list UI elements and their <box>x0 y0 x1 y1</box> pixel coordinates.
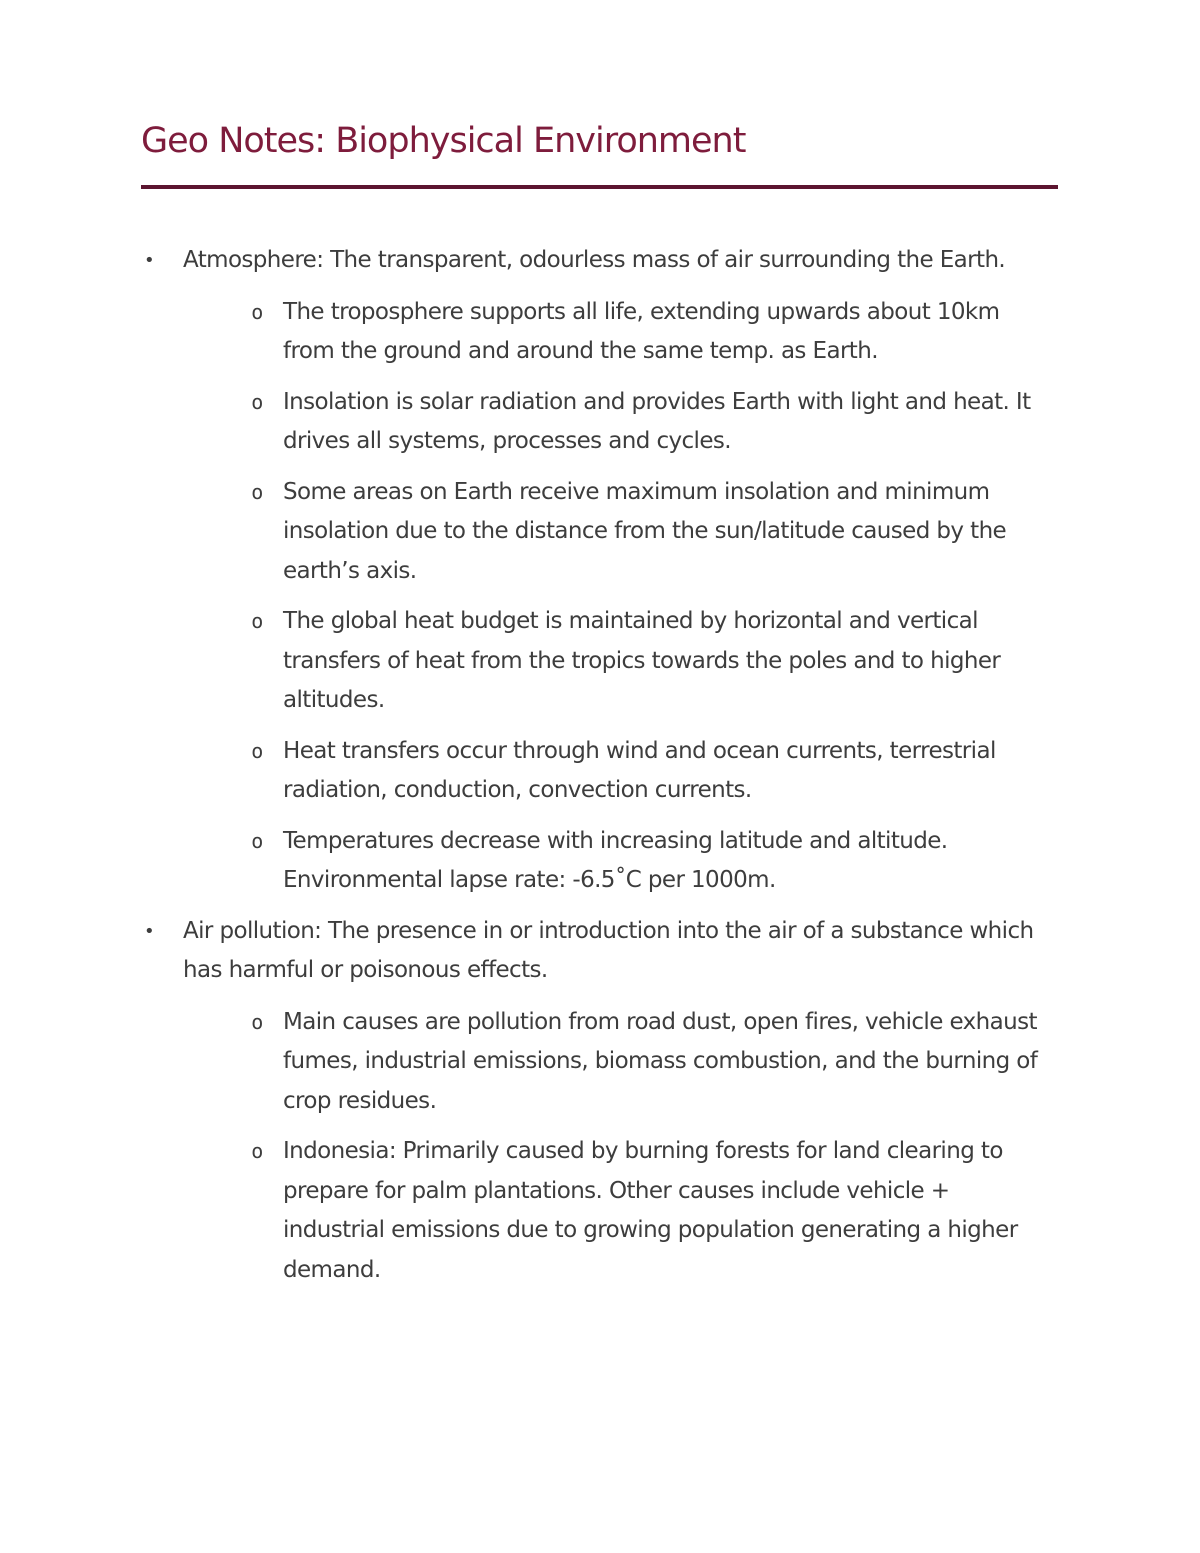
bullet-circle-icon: o <box>251 299 263 324</box>
sub-list-item-text: Temperatures decrease with increasing latitude and altitude. Environmental lapse rate: -6.5˚C per 1000m. <box>283 827 948 893</box>
sub-list-item <box>0 383 1048 462</box>
sub-list-item-text: The global heat budget is maintained by horizontal and vertical transfers of heat from the tropics towards the poles and to higher altitudes. <box>283 608 1001 713</box>
sub-list-item <box>0 602 1048 721</box>
sub-list-item-text: Indonesia: Primarily caused by burning forests for land clearing to prepare for palm plantations. Other causes include vehicle + industrial emissions due to growing population generating a higher demand. <box>283 1138 1018 1283</box>
bullet-circle-icon: o <box>251 828 263 853</box>
sub-list-item <box>0 822 1048 901</box>
bullet-dot-icon: • <box>143 920 155 942</box>
bullet-circle-icon: o <box>251 1139 263 1163</box>
bullet-circle-icon: o <box>251 609 263 633</box>
sub-list-item-text: Some areas on Earth receive maximum insolation and minimum insolation due to the distance from the sun/latitude caused by the earth’s axis. <box>283 478 1007 584</box>
sub-list-item <box>0 473 1048 592</box>
sub-list-item <box>0 1003 1048 1122</box>
sub-list-item-text: The troposphere supports all life, extending upwards about 10km from the ground and around the same temp. as Earth. <box>283 298 1000 364</box>
list-item-text: Air pollution: The presence in or introduction into the air of a substance which has harmful or poisonous effects. <box>183 917 1034 983</box>
sub-list-item <box>0 732 1048 811</box>
list-item-atmosphere <box>0 241 1043 281</box>
notes-list <box>0 241 1200 1301</box>
bullet-circle-icon: o <box>251 738 263 763</box>
list-item-air-pollution <box>0 912 1043 991</box>
document-title: Geo Notes: Biophysical Environment <box>141 121 746 161</box>
bullet-circle-icon: o <box>251 389 263 414</box>
bullet-circle-icon: o <box>251 479 263 504</box>
list-item-text: Atmosphere: The transparent, odourless mass of air surrounding the Earth. <box>183 247 1006 273</box>
title-underline <box>141 185 1058 189</box>
sub-list-item <box>0 293 1048 372</box>
bullet-circle-icon: o <box>251 1009 263 1034</box>
sub-list-item <box>0 1132 1048 1290</box>
bullet-dot-icon: • <box>143 250 155 271</box>
sub-list-item-text: Main causes are pollution from road dust, open fires, vehicle exhaust fumes, industrial emissions, biomass combustion, and the burning of crop residues. <box>283 1008 1038 1114</box>
sub-list-item-text: Insolation is solar radiation and provides Earth with light and heat. It drives all systems, processes and cycles. <box>283 388 1031 454</box>
sub-list-item-text: Heat transfers occur through wind and ocean currents, terrestrial radiation, conduction, convection currents. <box>283 737 996 803</box>
